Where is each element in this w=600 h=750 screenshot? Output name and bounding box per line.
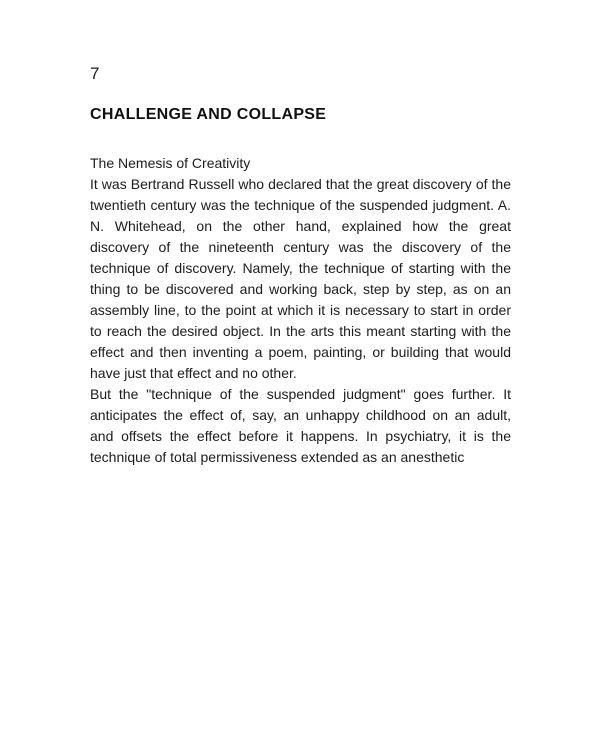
page-content bbox=[90, 64, 511, 468]
paragraph: It was Bertrand Russell who declared that the great discovery of the twentieth century was the technique of the suspended judgment. A. N. Whitehead, on the other hand, explained how the great discovery of the nineteenth century was the discovery of the technique of discovery. Namely, the technique of starting with the thing to be discovered and working back, step by step, as on an assembly line, to the point at which it is necessary to start in order to reach the desired object. In the arts this meant starting with the effect and then inventing a poem, painting, or building that would have just that effect and no other. bbox=[90, 176, 511, 381]
section-title: The Nemesis of Creativity bbox=[90, 155, 251, 171]
chapter-number: 7 bbox=[90, 64, 100, 83]
body-text bbox=[90, 153, 511, 468]
chapter-title: CHALLENGE AND COLLAPSE bbox=[90, 106, 327, 123]
paragraph: But the "technique of the suspended judgment" goes further. It anticipates the effect of, say, an unhappy childhood on an adult, and offsets the effect before it happens. In psychiatry, it is the technique of total permissiveness extended as an anesthetic bbox=[90, 386, 511, 465]
